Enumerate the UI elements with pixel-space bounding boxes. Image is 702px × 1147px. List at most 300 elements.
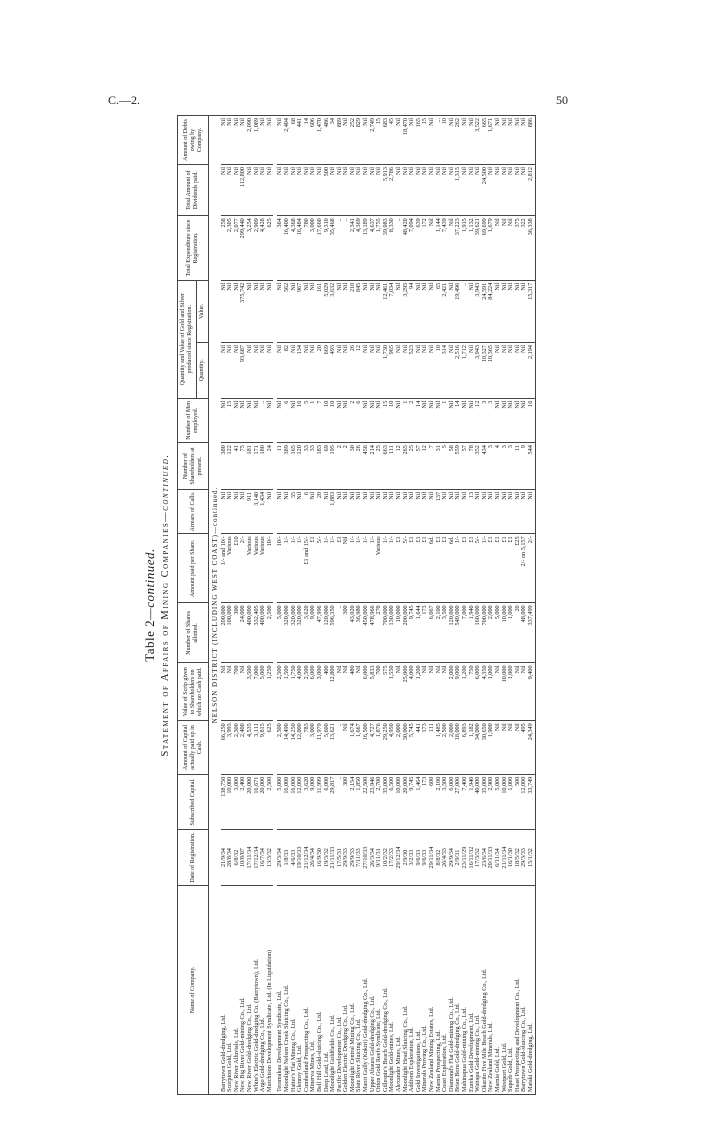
table-cell: Nil: [304, 343, 311, 399]
table-cell: 24,591: [482, 280, 489, 342]
table-cell: 559: [455, 443, 462, 490]
table-cell: Nil: [291, 343, 298, 399]
table-cell: 380: [221, 443, 228, 490]
table-cell: Nil: [429, 663, 436, 721]
table-cell: 7,000: [462, 603, 469, 663]
table-cell: 4,535: [247, 721, 254, 774]
table-cell: Nil: [363, 116, 370, 165]
table-cell: Nil: [297, 165, 304, 216]
company-name-cell: Diamond's Flat Gold-mining Co., Ltd.: [449, 885, 456, 1094]
table-cell: Nil: [449, 116, 456, 165]
table-cell: Nil: [221, 116, 228, 165]
table-cell: Nil: [469, 280, 476, 342]
table-cell: 3,500: [442, 774, 449, 830]
table-cell: Nil: [310, 280, 317, 342]
table-cell: 1/-: [482, 534, 489, 603]
table-cell: 100,000: [227, 603, 234, 663]
table-cell: 441: [297, 116, 304, 165]
table-cell: 35,468: [330, 216, 337, 281]
table-cell: 400,000: [247, 603, 254, 663]
table-cell: 21/12/34: [304, 830, 311, 886]
table-cell: Nil: [317, 165, 324, 216]
table-cell: 265: [403, 443, 410, 490]
table-cell: 300: [343, 774, 350, 830]
company-name-cell: Pacific Development Co., Ltd.: [337, 885, 344, 1094]
company-name-cell: Brian Boru Gold-dredging Co., Ltd.: [455, 885, 462, 1094]
table-cell: Nil: [240, 663, 247, 721]
table-cell: 111: [429, 721, 436, 774]
table-cell: Nil: [343, 165, 350, 216]
table-cell: 210: [350, 280, 357, 342]
table-cell: Nil: [521, 280, 528, 342]
table-cell: Nil: [389, 489, 396, 534]
table-cell: 33: [304, 443, 311, 490]
table-cell: Nil: [370, 280, 377, 342]
company-name-cell: Westport Gold, Ltd.: [502, 885, 509, 1094]
table-cell: Nil: [221, 343, 228, 399]
table-cell: 29/9/33: [350, 830, 357, 886]
table-cell: 9/6/33: [422, 830, 429, 886]
table-cell: 500: [324, 165, 331, 216]
table-cell: 3: [502, 443, 509, 490]
table-cell: 26: [350, 343, 357, 399]
table-cell: 12: [356, 343, 363, 399]
table-cell: 183: [317, 443, 324, 490]
table-cell: 625: [267, 721, 274, 774]
table-cell: Nil: [254, 398, 261, 443]
table-cell: 29/9/34: [449, 830, 456, 886]
table-cell: £1: [422, 534, 429, 603]
table-cell: 1/-: [370, 534, 377, 603]
table-cell: 94: [409, 280, 416, 342]
table-cell: Nil: [515, 116, 522, 165]
company-name-cell: White's Electric Gold-dredging Co. (Barrytown), Ltd.: [254, 885, 261, 1094]
company-name-cell: Marnia Prospecting, Ltd.: [436, 885, 443, 1094]
table-cell: 11,999: [317, 774, 324, 830]
table-cell: Nil: [221, 663, 228, 721]
company-name-cell: Bell Hill Gold-sluicing Co., Ltd.: [317, 885, 324, 1094]
table-cell: 16,000: [284, 774, 291, 830]
col-expenditure: Total Expenditure since Registration.: [178, 216, 209, 281]
table-cell: 33,749: [528, 774, 535, 830]
table-cell: 12: [422, 443, 429, 490]
table-cell: 2,500: [267, 774, 274, 830]
table-cell: 160,000: [475, 603, 482, 663]
table-cell: £1: [502, 534, 509, 603]
table-cell: 4,950: [389, 721, 396, 774]
table-cell: Nil: [508, 280, 515, 342]
table-cell: 332,405: [254, 603, 261, 663]
col-shares: Number of Shares allotted.: [178, 603, 209, 663]
table-cell: £1: [469, 534, 476, 603]
table-cell: Nil: [502, 489, 509, 534]
table-cell: 5,029: [324, 280, 331, 342]
table-cell: Nil: [429, 216, 436, 281]
table-cell: 1,000: [508, 774, 515, 830]
table-cell: 161: [317, 280, 324, 342]
table-cell: Nil: [396, 116, 403, 165]
table-cell: 314: [442, 343, 449, 399]
table-cell: 30: [350, 443, 357, 490]
table-cell: Nil: [508, 398, 515, 443]
table-cell: £1: [462, 534, 469, 603]
table-cell: 2,100: [436, 603, 443, 663]
col-date: Date of Registration.: [178, 830, 209, 886]
table-cell: 10,000: [502, 603, 509, 663]
table-cell: 6d.: [429, 534, 436, 603]
table-subtitle: Statement of Affairs of Mining Companies—continued.: [160, 453, 171, 757]
table-cell: 2,500: [277, 721, 284, 774]
table-cell: 16/9/30: [317, 830, 324, 886]
table-cell: 2,100: [436, 774, 443, 830]
table-cell: 6,000: [449, 774, 456, 830]
table-cell: 5/-: [317, 534, 324, 603]
table-cell: 35: [291, 489, 298, 534]
table-cell: Nil: [462, 116, 469, 165]
table-cell: 2,500: [442, 721, 449, 774]
table-cell: 5,000: [495, 774, 502, 830]
table-cell: 25,000: [403, 663, 410, 721]
table-cell: Nil: [515, 280, 522, 342]
table-cell: 1/-: [297, 534, 304, 603]
table-cell: 41: [234, 443, 241, 490]
table-cell: 1,464: [416, 774, 423, 830]
table-cell: 2,194: [528, 343, 535, 399]
table-cell: 352: [475, 443, 482, 490]
table-cell: 2,400: [240, 721, 247, 774]
table-cell: 9,815: [260, 721, 267, 774]
table-cell: Nil: [495, 165, 502, 216]
table-cell: Nil: [310, 165, 317, 216]
table-cell: £1: [396, 534, 403, 603]
company-name-cell: Minerals Proving Co., Ltd.: [422, 885, 429, 1094]
table-cell: Nil: [337, 489, 344, 534]
company-name-cell: New Zealand Minerals, Ltd.: [488, 885, 495, 1094]
table-cell: Nil: [462, 489, 469, 534]
table-cell: 2,421: [442, 280, 449, 342]
table-cell: 3,500: [442, 603, 449, 663]
table-cell: 20: [317, 343, 324, 399]
table-cell: Nil: [227, 280, 234, 342]
table-cell: Nil: [442, 165, 449, 216]
company-name-cell: Mahinapua Gold-mining Co., Ltd.: [462, 885, 469, 1094]
table-cell: 3,943: [475, 343, 482, 399]
table-cell: Nil: [227, 663, 234, 721]
table-cell: 9,000: [310, 603, 317, 663]
table-cell: 27,000: [455, 774, 462, 830]
table-cell: 5,745: [409, 721, 416, 774]
table-cell: 21/11/34: [502, 830, 509, 886]
table-cell: 700,000: [482, 603, 489, 663]
table-cell: 31: [436, 443, 443, 490]
table-cell: Nil: [291, 398, 298, 443]
table-cell: Nil: [260, 116, 267, 165]
table-cell: 1,644: [416, 603, 423, 663]
table-cell: 1,940: [469, 774, 476, 830]
table-cell: 33: [310, 443, 317, 490]
table-cell: 58: [449, 443, 456, 490]
table-cell: Nil: [508, 165, 515, 216]
table-cell: ..: [337, 774, 344, 830]
table-cell: 78: [469, 443, 476, 490]
table-cell: Nil: [508, 721, 515, 774]
table-cell: 15/1/32: [528, 830, 535, 886]
table-cell: 14: [304, 116, 311, 165]
table-cell: 10/2/32: [383, 830, 390, 886]
table-cell: 1,940: [469, 603, 476, 663]
table-cell: Nil: [502, 216, 509, 281]
table-cell: Nil: [254, 280, 261, 342]
table-cell: 12,461: [383, 280, 390, 342]
table-cell: 15: [422, 116, 429, 165]
table-cell: 19,496: [455, 280, 462, 342]
table-cell: 364: [277, 216, 284, 281]
table-cell: 2,900: [488, 774, 495, 830]
table-cell: 375,742: [240, 280, 247, 342]
table-cell: Various: [247, 534, 254, 603]
table-cell: Nil: [221, 280, 228, 342]
table-cell: 2/- on 5,157: [521, 534, 528, 603]
table-cell: 16/11/32: [469, 830, 476, 886]
table-cell: 18,470: [403, 116, 410, 165]
company-name-cell: Addison Exploration, Ltd.: [409, 885, 416, 1094]
table-cell: 43,020: [350, 603, 357, 663]
table-cell: Nil: [515, 721, 522, 774]
table-title: Table 2—continued.: [142, 548, 157, 662]
table-cell: 9/11/31: [376, 830, 383, 886]
table-cell: 29/11/34: [429, 830, 436, 886]
table-cell: 258: [221, 216, 228, 281]
table-cell: 7,439: [442, 216, 449, 281]
table-cell: 320,000: [297, 603, 304, 663]
table-cell: Nil: [403, 165, 410, 216]
table-cell: 11,979: [317, 721, 324, 774]
table-cell: 4,368: [291, 216, 298, 281]
table-cell: Nil: [356, 489, 363, 534]
table-cell: 2,305: [227, 216, 234, 281]
table-cell: 5/-: [403, 534, 410, 603]
table-cell: 1,500: [284, 663, 291, 721]
table-cell: 493: [330, 343, 337, 399]
table-cell: 40,000: [475, 774, 482, 830]
table-cell: 17/3/32: [475, 830, 482, 886]
table-cell: 48,420: [403, 216, 410, 281]
table-cell: ...: [436, 116, 443, 165]
table-cell: 28/8/34: [227, 830, 234, 886]
table-cell: Nil: [403, 489, 410, 534]
table-cell: Nil: [337, 663, 344, 721]
table-cell: Nil: [396, 398, 403, 443]
table-cell: Nil: [436, 165, 443, 216]
table-cell: Nil: [343, 534, 350, 603]
table-cell: 112,800: [240, 165, 247, 216]
table-cell: Nil: [422, 398, 429, 443]
table-cell: Nil: [234, 280, 241, 342]
table-cell: 10,327: [482, 343, 489, 399]
table-cell: £1: [442, 534, 449, 603]
table-cell: Nil: [234, 398, 241, 443]
table-cell: 2/-: [240, 534, 247, 603]
table-cell: 122: [227, 443, 234, 490]
table-cell: ..: [337, 721, 344, 774]
table-cell: Nil: [521, 398, 528, 443]
table-cell: 1,182: [469, 721, 476, 774]
table-cell: Nil: [521, 165, 528, 216]
table-cell: 15: [383, 398, 390, 443]
table-cell: Nil: [337, 343, 344, 399]
table-cell: Nil: [416, 165, 423, 216]
table-cell: Nil: [521, 663, 528, 721]
table-cell: Nil: [482, 489, 489, 534]
table-cell: 596,350: [330, 603, 337, 663]
table-cell: 3,000: [317, 663, 324, 721]
table-cell: 14: [455, 398, 462, 443]
table-cell: 4,727: [370, 721, 377, 774]
table-cell: Nil: [370, 343, 377, 399]
table-cell: 24: [267, 443, 274, 490]
table-cell: 1,250: [267, 663, 274, 721]
company-name-cell: Alexander Mines, Ltd.: [396, 885, 403, 1094]
table-cell: 12: [396, 443, 403, 490]
table-cell: 300: [234, 603, 241, 663]
table-cell: Nil: [495, 116, 502, 165]
table-cell: Nil: [260, 343, 267, 399]
table-cell: 544: [528, 443, 535, 490]
table-cell: 10/-: [277, 534, 284, 603]
table-cell: 29,250: [383, 721, 390, 774]
table-cell: Nil: [247, 343, 254, 399]
col-name: Name of Company.: [178, 885, 209, 1094]
table-cell: 3,620: [304, 603, 311, 663]
table-cell: 29/9/33: [343, 830, 350, 886]
table-body: [209, 116, 536, 1095]
table-cell: 6d.: [449, 534, 456, 603]
company-name-cell: Moonlight Gold-mines, Ltd.: [389, 885, 396, 1094]
table-cell: 13,189: [363, 216, 370, 281]
table-cell: 886: [528, 116, 535, 165]
table-row: [528, 116, 535, 1095]
table-cell: 39,621: [475, 216, 482, 281]
table-cell: £1: [436, 534, 443, 603]
table-cell: 4,000: [297, 663, 304, 721]
company-name-cell: Golden Electric Dredging Co., Ltd.: [343, 885, 350, 1094]
table-cell: 700,000: [383, 603, 390, 663]
table-cell: 2,500: [277, 663, 284, 721]
table-cell: 300: [343, 603, 350, 663]
table-cell: £1: [495, 534, 502, 603]
table-cell: 23/6/34: [482, 830, 489, 886]
table-cell: 441: [416, 721, 423, 774]
table-cell: 6: [304, 489, 311, 534]
table-cell: 1,679: [488, 216, 495, 281]
table-cell: 3,500: [247, 663, 254, 721]
table-cell: Nil: [449, 398, 456, 443]
company-name-cell: Barrytown Gold-dredging, Ltd.: [221, 885, 228, 1094]
table-cell: Nil: [267, 343, 274, 399]
table-cell: 16,500: [363, 721, 370, 774]
table-cell: 11: [277, 443, 284, 490]
col-dividends: Total Amount of Dividends paid.: [178, 165, 209, 216]
table-cell: 6,067: [429, 603, 436, 663]
table-cell: £1: [337, 534, 344, 603]
table-cell: 523: [409, 343, 416, 399]
table-cell: 2,700: [376, 774, 383, 830]
table-cell: Nil: [376, 165, 383, 216]
table-cell: Nil: [495, 489, 502, 534]
table-cell: Nil: [449, 216, 456, 281]
table-cell: 5,000: [495, 603, 502, 663]
table-cell: 23/11/29: [462, 830, 469, 886]
table-cell: Nil: [356, 165, 363, 216]
table-cell: 2,300: [234, 721, 241, 774]
table-cell: 1: [403, 398, 410, 443]
table-cell: Nil: [247, 398, 254, 443]
table-cell: 26/4/33: [442, 830, 449, 886]
table-cell: 1/-: [330, 534, 337, 603]
table-cell: Nil: [422, 165, 429, 216]
table-cell: Nil: [310, 343, 317, 399]
table-cell: 14: [416, 398, 423, 443]
table-cell: 700: [234, 663, 241, 721]
table-cell: 10,000: [396, 774, 403, 830]
table-cell: 48,000: [521, 603, 528, 663]
table-cell: 1,200: [462, 663, 469, 721]
table-cell: 3,943: [475, 280, 482, 342]
table-cell: 3/2/33: [409, 830, 416, 886]
table-cell: 120,000: [324, 603, 331, 663]
table-cell: Nil: [221, 165, 228, 216]
table-cell: 66,250: [221, 721, 228, 774]
table-cell: Nil: [429, 280, 436, 342]
table-cell: £1 and 15/-: [304, 534, 311, 603]
table-cell: 4,350: [482, 663, 489, 721]
company-name-cell: Teramakau Development Syndicate, Ltd.: [277, 885, 284, 1094]
table-cell: Nil: [462, 398, 469, 443]
company-name-cell: New River Gold-dredging Co., Ltd.: [247, 885, 254, 1094]
table-cell: 82: [284, 343, 291, 399]
table-cell: Various: [254, 534, 261, 603]
table-cell: 20,000: [260, 774, 267, 830]
table-cell: 26: [356, 443, 363, 490]
col-quantity: Quantity.: [197, 343, 209, 399]
table-cell: Nil: [462, 165, 469, 216]
table-cell: 1,850: [356, 774, 363, 830]
table-cell: 5,833: [370, 663, 377, 721]
table-cell: 7,094: [409, 216, 416, 281]
table-cell: Nil: [277, 343, 284, 399]
table-cell: 375: [515, 216, 522, 281]
table-cell: 3,522: [475, 116, 482, 165]
company-name-cell: Cumberland Prospecting Co., Ltd.: [304, 885, 311, 1094]
table-cell: 29/12/34: [396, 830, 403, 886]
table-cell: 683: [383, 116, 390, 165]
table-cell: Nil: [363, 398, 370, 443]
table-cell: 21/11/33: [330, 830, 337, 886]
table-cell: Nil: [363, 165, 370, 216]
table-cell: 10/-: [267, 534, 274, 603]
company-name-cell: Superb Gold, Ltd.: [508, 885, 515, 1094]
table-cell: 137: [436, 489, 443, 534]
table-cell: Nil: [350, 489, 357, 534]
table-cell: 12: [475, 398, 482, 443]
table-cell: 3,295: [403, 280, 410, 342]
table-cell: Nil: [455, 489, 462, 534]
table-cell: 6,000: [475, 663, 482, 721]
table-cell: Nil: [277, 165, 284, 216]
table-cell: 1,730: [383, 343, 390, 399]
table-cell: 16,484: [297, 216, 304, 281]
table-cell: 3,111: [254, 721, 261, 774]
